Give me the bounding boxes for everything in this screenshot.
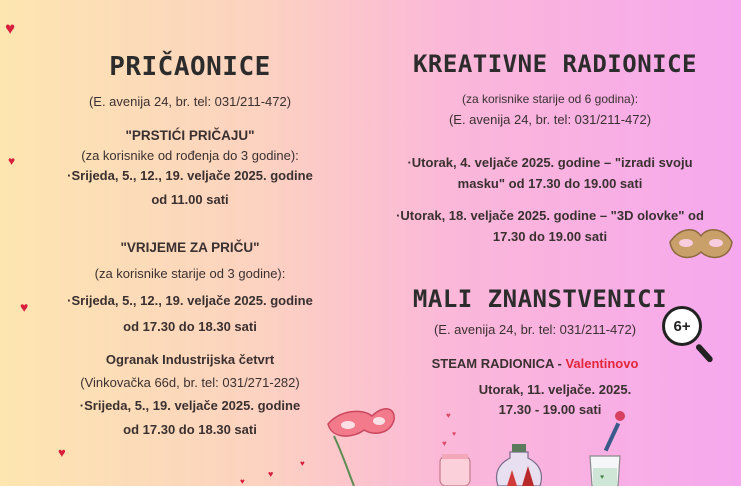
event-date: ·Srijeda, 5., 12., 19. veljače 2025. godine — [67, 293, 313, 308]
event-date: ·Srijeda, 5., 12., 19. veljače 2025. godine — [67, 168, 313, 183]
event-time: od 11.00 sati — [151, 192, 229, 207]
event-date: ·Srijeda, 5., 19. veljače 2025. godine — [79, 398, 301, 413]
workshop-line: masku" od 17.30 do 19.00 sati — [457, 176, 643, 191]
branch-name: Ogranak Industrijska četvrt — [105, 352, 275, 367]
event-age: (za korisnike od rođenja do 3 godine): — [81, 148, 299, 163]
event-name-vrijeme-za-pricu: "VRIJEME ZA PRIČU" — [120, 240, 260, 255]
heart-icon: ♥ — [20, 299, 29, 315]
steam-title — [385, 356, 685, 371]
event-time: od 17.30 do 18.30 sati — [123, 319, 257, 334]
event-time: od 17.30 do 18.30 sati — [123, 422, 257, 437]
heart-icon: ♥ — [240, 477, 245, 486]
mali-znanstvenici-title: MALI ZNANSTVENICI — [412, 285, 668, 313]
magnifier-handle — [695, 343, 714, 363]
znanstvenici-address: (E. avenija 24, br. tel: 031/211-472) — [433, 322, 637, 337]
workshop-line: 17.30 do 19.00 sati — [492, 229, 608, 244]
steam-label: STEAM RADIONICA - — [431, 356, 566, 371]
pricaonice-title: PRIČAONICE — [109, 52, 271, 82]
steam-highlight: Valentinovo — [565, 356, 639, 371]
heart-icon: ♥ — [268, 469, 274, 479]
svg-text:♥: ♥ — [446, 411, 451, 420]
svg-text:♥: ♥ — [442, 439, 447, 448]
heart-icon: ♥ — [58, 445, 66, 460]
age-badge-magnifier-icon — [662, 306, 702, 346]
gold-mask-icon — [668, 222, 734, 268]
lab-jars-icon — [432, 404, 662, 486]
branch-address: (Vinkovačka 66d, br. tel: 031/271-282) — [80, 375, 300, 390]
svg-text:♥: ♥ — [452, 431, 457, 438]
pricaonice-address: (E. avenija 24, br. tel: 031/211-472) — [88, 94, 292, 109]
svg-text:♥: ♥ — [600, 474, 605, 481]
event-age: (za korisnike starije od 3 godine): — [94, 266, 286, 281]
heart-icon: ♥ — [300, 459, 305, 468]
workshop-line: ·Utorak, 18. veljače 2025. godine – "3D olovke" od — [396, 208, 704, 223]
kreativne-radionice-title: KREATIVNE RADIONICE — [412, 50, 698, 78]
radionice-address: (E. avenija 24, br. tel: 031/211-472) — [448, 112, 652, 127]
age-badge-label: 6+ — [673, 317, 691, 335]
steam-time: 17.30 - 19.00 sati — [498, 402, 602, 417]
carnival-mask-icon — [322, 398, 400, 486]
steam-date: Utorak, 11. veljače. 2025. — [478, 382, 632, 397]
radionice-age: (za korisnike starije od 6 godina): — [461, 92, 639, 106]
workshop-line: ·Utorak, 4. veljače 2025. godine – "izradi svoju — [407, 155, 693, 170]
heart-icon: ♥ — [8, 154, 16, 168]
heart-icon: ♥ — [5, 19, 16, 38]
event-name-prstici-pricaju: "PRSTIĆI PRIČAJU" — [125, 128, 255, 143]
